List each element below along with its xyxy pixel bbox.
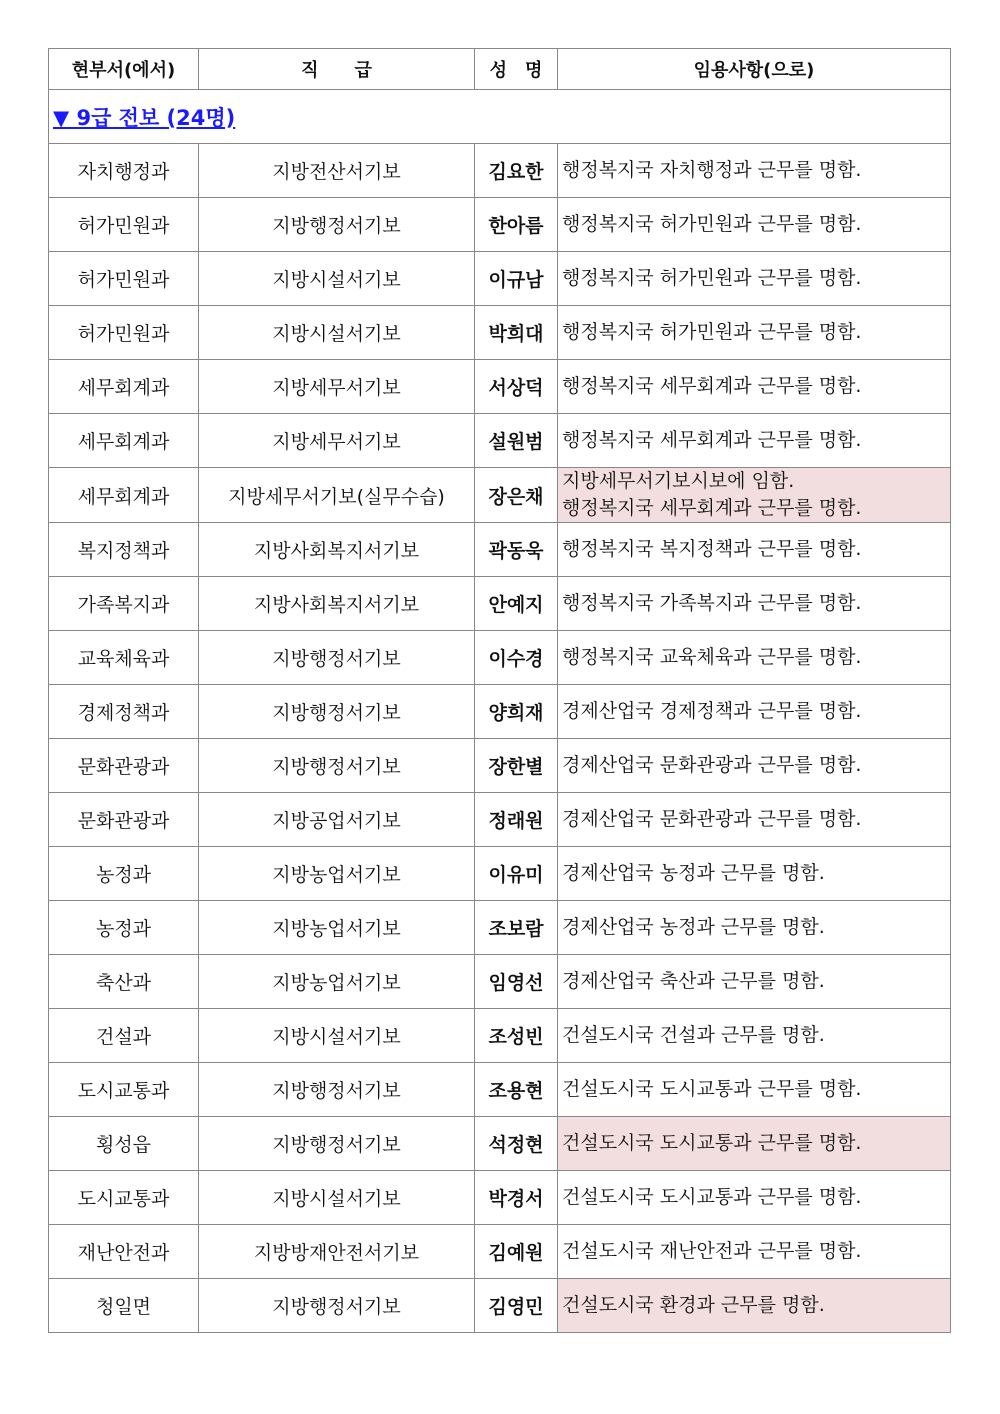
cell-dept: 허가민원과 [49,198,199,252]
appointment-line: 행정복지국 가족복지과 근무를 명함. [562,592,862,614]
table-row [49,144,951,198]
cell-appointment [558,1171,951,1225]
section-cell [49,90,951,144]
cell-dept: 건설과 [49,1009,199,1063]
appointment-line: 행정복지국 허가민원과 근무를 명함. [562,213,862,235]
cell-appointment [558,1117,951,1171]
cell-appointment [558,360,951,414]
cell-grade: 지방세무서기보 [199,414,475,468]
table-row [49,739,951,793]
cell-dept: 횡성읍 [49,1117,199,1171]
cell-appointment [558,252,951,306]
cell-appointment [558,1009,951,1063]
section-title-link[interactable]: ▼ 9급 전보 (24명) [53,105,236,130]
cell-grade: 지방사회복지서기보 [199,523,475,577]
table-row [49,793,951,847]
cell-dept: 세무회계과 [49,414,199,468]
cell-name: 김예원 [475,1225,558,1279]
cell-grade: 지방행정서기보 [199,631,475,685]
cell-name: 이유미 [475,847,558,901]
cell-dept: 세무회계과 [49,468,199,523]
cell-name: 곽동욱 [475,523,558,577]
cell-name: 김영민 [475,1279,558,1333]
cell-grade: 지방농업서기보 [199,901,475,955]
cell-name: 이수경 [475,631,558,685]
cell-appointment [558,468,951,523]
appointment-line: 행정복지국 복지정책과 근무를 명함. [562,538,862,560]
cell-grade: 지방행정서기보 [199,685,475,739]
table-row [49,577,951,631]
appointment-line: 행정복지국 허가민원과 근무를 명함. [562,321,862,343]
cell-appointment [558,793,951,847]
table-row [49,306,951,360]
cell-name: 양희재 [475,685,558,739]
cell-dept: 도시교통과 [49,1171,199,1225]
cell-name: 박희대 [475,306,558,360]
table-row [49,955,951,1009]
cell-dept: 도시교통과 [49,1063,199,1117]
table-row [49,631,951,685]
table-row [49,1117,951,1171]
table-row [49,1225,951,1279]
cell-grade: 지방행정서기보 [199,1279,475,1333]
cell-name: 석정현 [475,1117,558,1171]
cell-dept: 축산과 [49,955,199,1009]
cell-grade: 지방방재안전서기보 [199,1225,475,1279]
table-row [49,847,951,901]
cell-grade: 지방농업서기보 [199,847,475,901]
cell-appointment [558,901,951,955]
cell-name: 장한별 [475,739,558,793]
cell-grade: 지방시설서기보 [199,1009,475,1063]
table-row [49,685,951,739]
appointment-line: 건설도시국 도시교통과 근무를 명함. [562,1078,862,1100]
cell-appointment [558,144,951,198]
cell-grade: 지방행정서기보 [199,1063,475,1117]
cell-grade: 지방세무서기보 [199,360,475,414]
cell-grade: 지방사회복지서기보 [199,577,475,631]
cell-dept: 문화관광과 [49,793,199,847]
appointment-line: 경제산업국 축산과 근무를 명함. [562,970,825,992]
cell-grade: 지방시설서기보 [199,1171,475,1225]
personnel-table [48,48,951,1333]
cell-grade: 지방농업서기보 [199,955,475,1009]
header-dept: 현부서(에서) [49,49,199,90]
cell-name: 설원범 [475,414,558,468]
cell-name: 조보람 [475,901,558,955]
table-row [49,1279,951,1333]
appointment-line-2: 행정복지국 세무회계과 근무를 명함. [562,497,862,519]
cell-name: 박경서 [475,1171,558,1225]
cell-dept: 청일면 [49,1279,199,1333]
cell-appointment [558,739,951,793]
cell-dept: 경제정책과 [49,685,199,739]
cell-name: 조용현 [475,1063,558,1117]
table-row [49,414,951,468]
appointment-line: 건설도시국 환경과 근무를 명함. [562,1294,825,1316]
appointment-line: 행정복지국 세무회계과 근무를 명함. [562,429,862,451]
appointment-line: 경제산업국 경제정책과 근무를 명함. [562,700,862,722]
cell-grade: 지방행정서기보 [199,739,475,793]
cell-dept: 허가민원과 [49,306,199,360]
table-row [49,1009,951,1063]
cell-appointment [558,631,951,685]
appointment-line: 행정복지국 자치행정과 근무를 명함. [562,159,862,181]
cell-name: 서상덕 [475,360,558,414]
cell-grade: 지방시설서기보 [199,252,475,306]
cell-appointment [558,685,951,739]
cell-name: 조성빈 [475,1009,558,1063]
appointment-line: 경제산업국 농정과 근무를 명함. [562,916,825,938]
cell-appointment [558,847,951,901]
cell-dept: 복지정책과 [49,523,199,577]
table-row [49,360,951,414]
cell-dept: 농정과 [49,901,199,955]
cell-name: 한아름 [475,198,558,252]
cell-name: 장은채 [475,468,558,523]
appointment-line: 건설도시국 재난안전과 근무를 명함. [562,1240,862,1262]
cell-appointment [558,577,951,631]
cell-appointment [558,1063,951,1117]
cell-appointment [558,1225,951,1279]
cell-name: 이규남 [475,252,558,306]
table-row [49,468,951,523]
appointment-line: 행정복지국 허가민원과 근무를 명함. [562,267,862,289]
cell-name: 김요한 [475,144,558,198]
cell-dept: 자치행정과 [49,144,199,198]
section-row [49,90,951,144]
table-row [49,1063,951,1117]
cell-name: 안예지 [475,577,558,631]
cell-appointment [558,523,951,577]
table-row [49,523,951,577]
appointment-line: 건설도시국 건설과 근무를 명함. [562,1024,825,1046]
cell-grade: 지방행정서기보 [199,1117,475,1171]
cell-appointment [558,198,951,252]
appointment-line: 지방세무서기보시보에 임함. [562,470,795,492]
appointment-line: 행정복지국 교육체육과 근무를 명함. [562,646,862,668]
table-row [49,901,951,955]
appointment-line: 경제산업국 문화관광과 근무를 명함. [562,754,862,776]
appointment-line: 행정복지국 세무회계과 근무를 명함. [562,375,862,397]
cell-dept: 세무회계과 [49,360,199,414]
cell-name: 정래원 [475,793,558,847]
cell-dept: 농정과 [49,847,199,901]
table-row [49,198,951,252]
cell-dept: 허가민원과 [49,252,199,306]
cell-grade: 지방시설서기보 [199,306,475,360]
table-row [49,1171,951,1225]
cell-appointment [558,955,951,1009]
cell-grade: 지방전산서기보 [199,144,475,198]
cell-dept: 문화관광과 [49,739,199,793]
cell-name: 임영선 [475,955,558,1009]
appointment-line: 건설도시국 도시교통과 근무를 명함. [562,1186,862,1208]
header-appointment: 임용사항(으로) [558,49,951,90]
cell-appointment [558,306,951,360]
appointment-line: 건설도시국 도시교통과 근무를 명함. [562,1132,862,1154]
table-row [49,252,951,306]
cell-appointment [558,1279,951,1333]
cell-grade: 지방세무서기보(실무수습) [199,468,475,523]
header-name: 성 명 [475,49,558,90]
cell-dept: 교육체육과 [49,631,199,685]
header-row [49,49,951,90]
cell-dept: 재난안전과 [49,1225,199,1279]
cell-grade: 지방행정서기보 [199,198,475,252]
header-grade: 직 급 [199,49,475,90]
cell-dept: 가족복지과 [49,577,199,631]
cell-grade: 지방공업서기보 [199,793,475,847]
appointment-line: 경제산업국 농정과 근무를 명함. [562,862,825,884]
appointment-line: 경제산업국 문화관광과 근무를 명함. [562,808,862,830]
cell-appointment [558,414,951,468]
